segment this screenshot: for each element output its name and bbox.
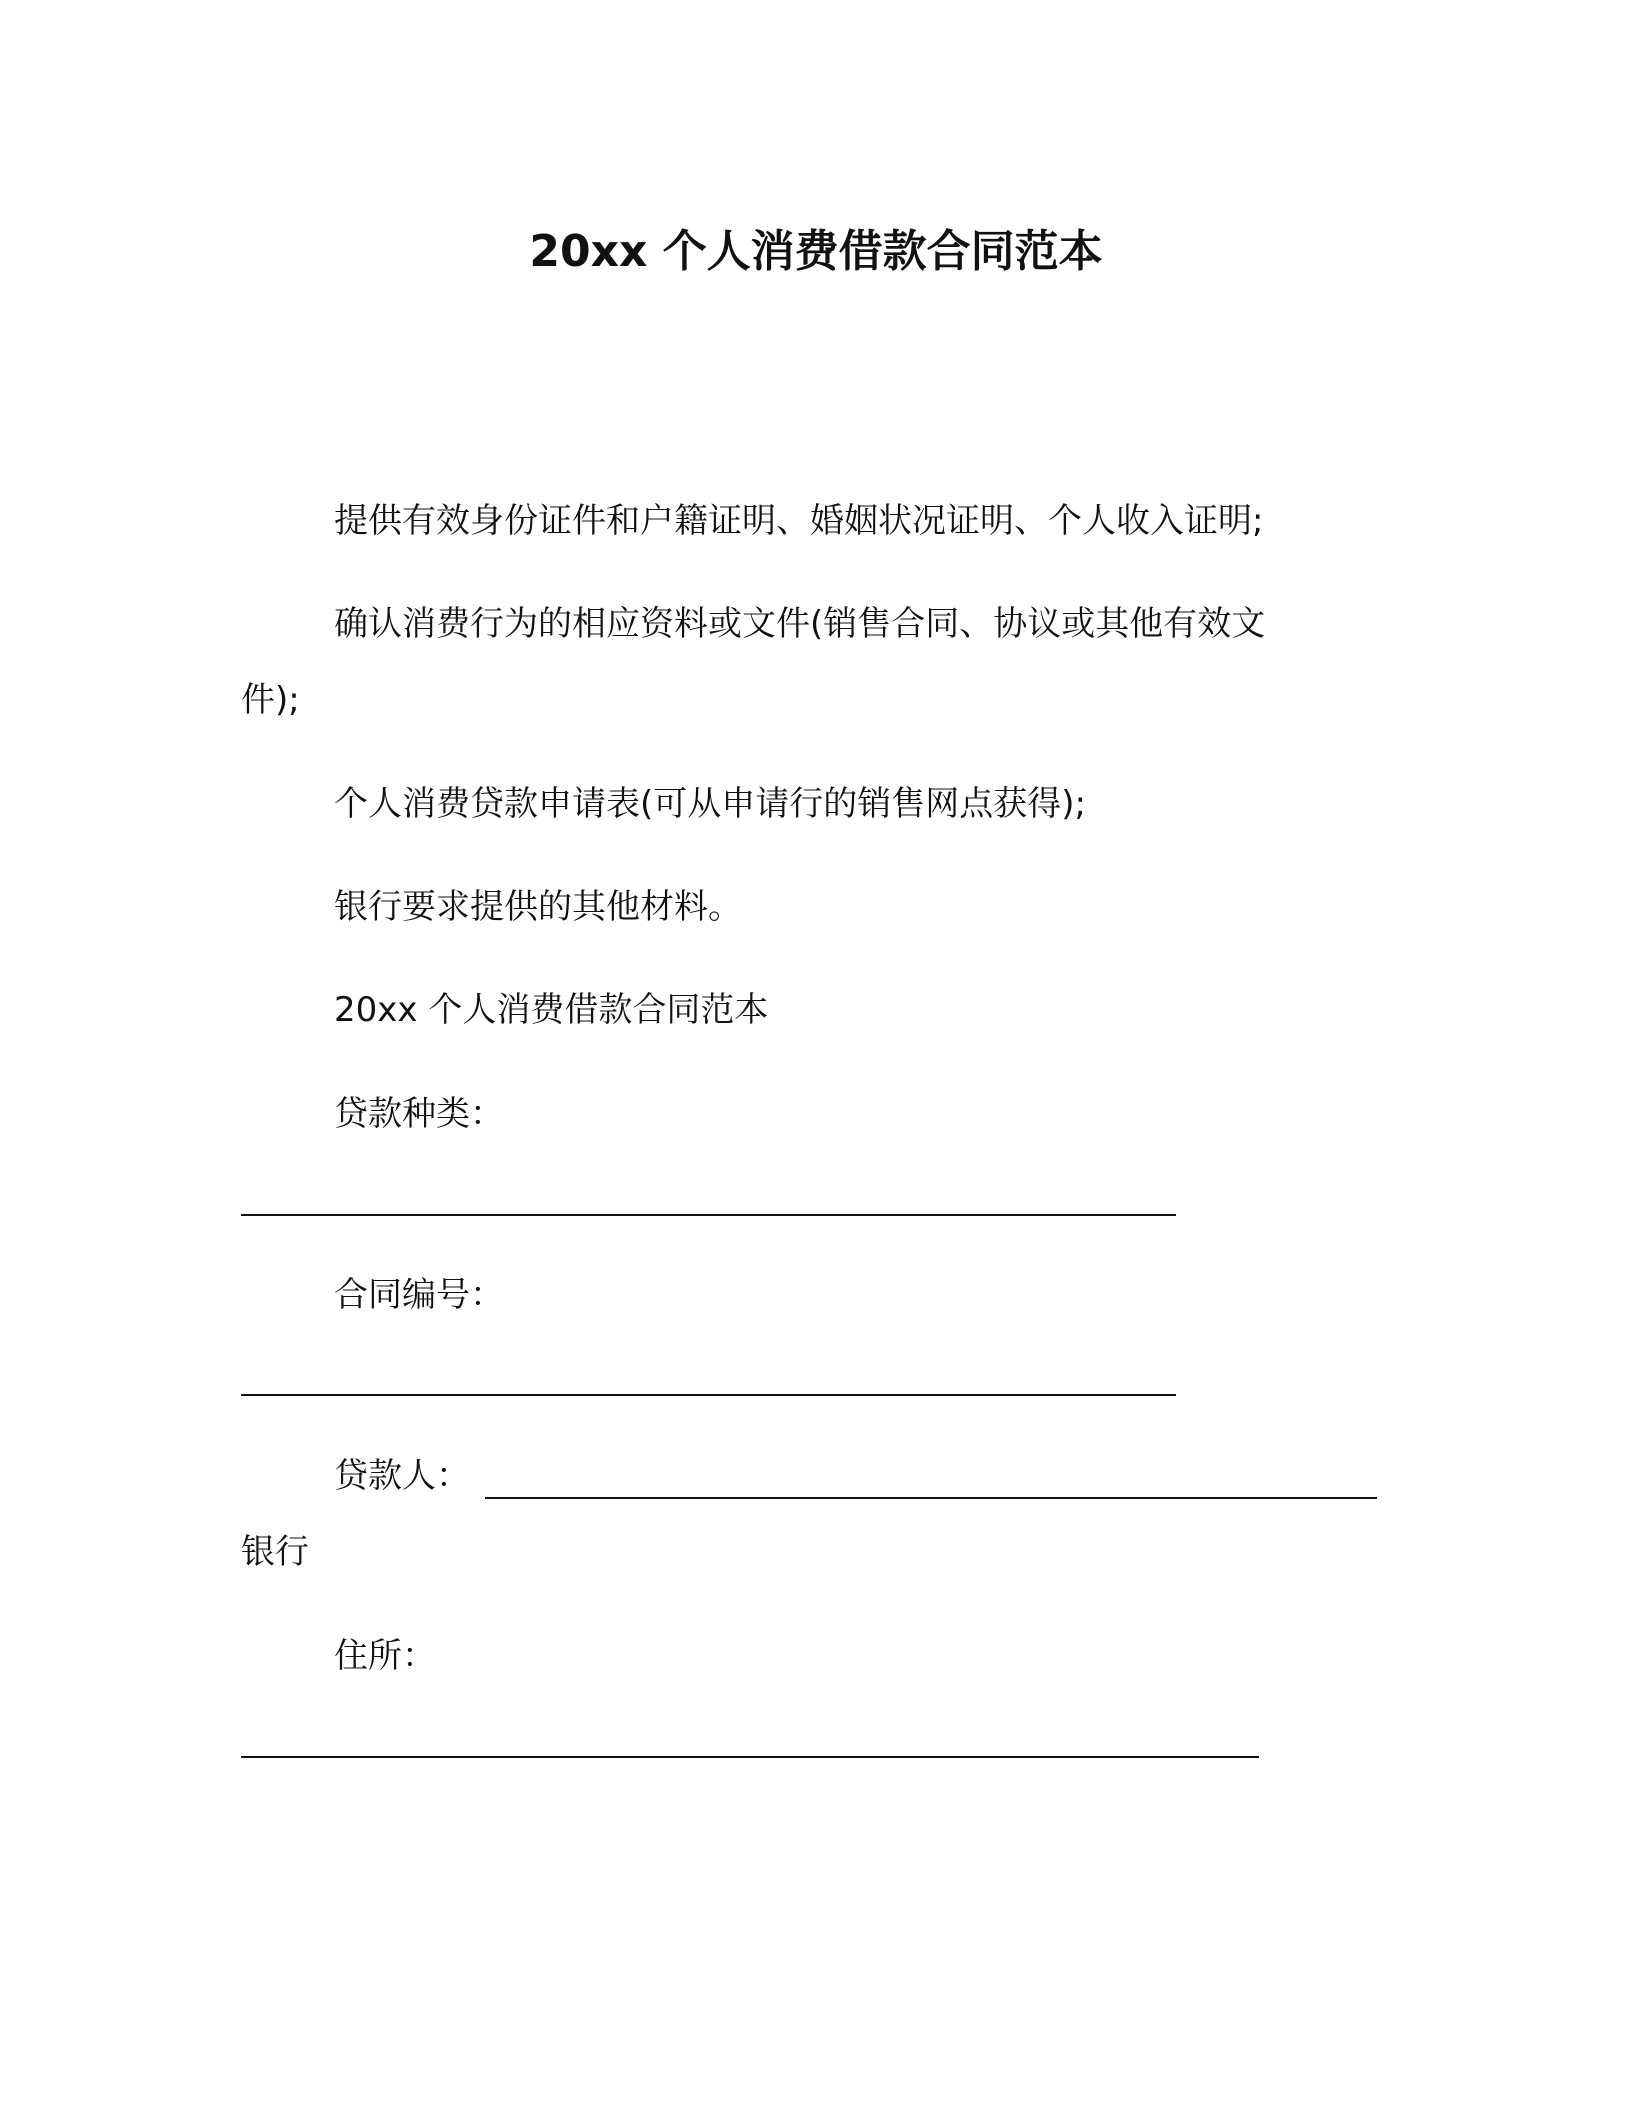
label-contract-number: 合同编号：	[334, 1275, 504, 1315]
paragraph-application-form: 个人消费贷款申请表(可从申请行的销售网点获得);	[334, 784, 1086, 824]
label-address: 住所：	[334, 1636, 436, 1676]
paragraph-contract-heading: 20xx 个人消费借款合同范本	[334, 990, 769, 1030]
paragraph-materials-consumption: 确认消费行为的相应资料或文件(销售合同、协议或其他有效文	[334, 604, 1266, 644]
paragraph-materials-id: 提供有效身份证件和户籍证明、婚姻状况证明、个人收入证明;	[334, 501, 1264, 541]
label-loan-type: 贷款种类：	[334, 1094, 504, 1134]
label-lender: 贷款人：	[334, 1456, 470, 1496]
loan-type-blank-line	[241, 1214, 1176, 1216]
lender-bank-suffix: 银行	[241, 1532, 309, 1572]
contract-number-blank-line	[241, 1394, 1176, 1396]
paragraph-materials-consumption-cont: 件);	[241, 680, 300, 720]
document-title: 20xx 个人消费借款合同范本	[529, 226, 1103, 277]
lender-blank-line	[485, 1497, 1377, 1499]
paragraph-other-materials: 银行要求提供的其他材料。	[334, 887, 742, 927]
address-blank-line	[241, 1756, 1259, 1758]
